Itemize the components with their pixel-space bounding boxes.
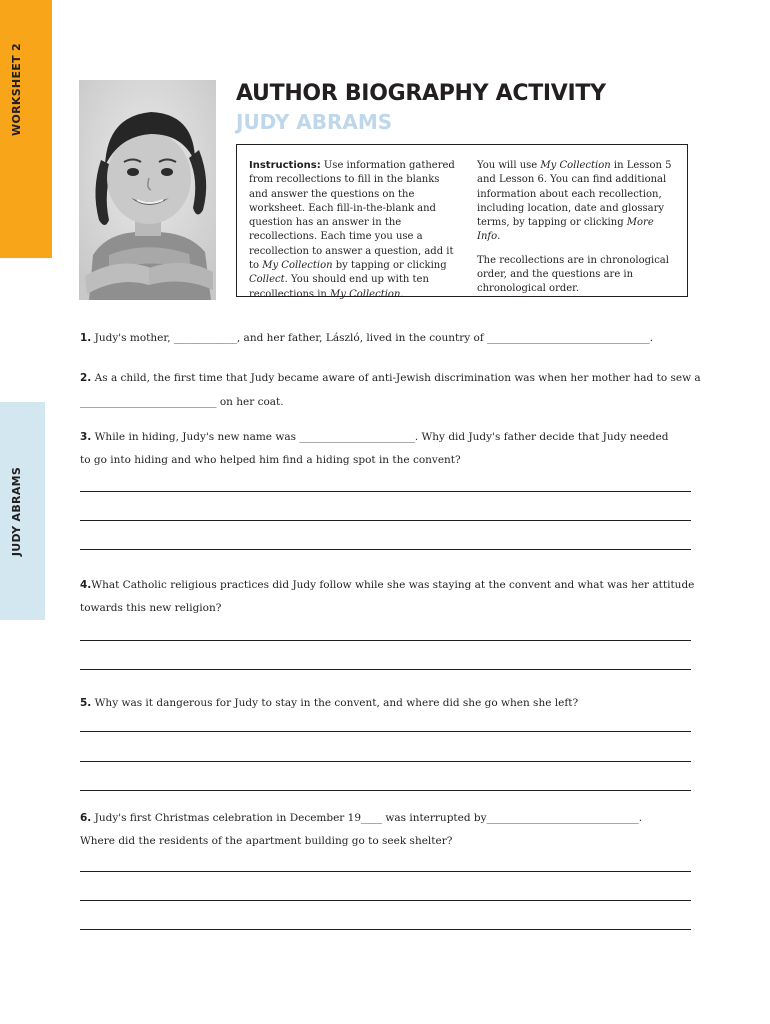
worksheet-tab [0,0,52,258]
question-text: While in hiding, Judy's new name was ______________________. Why did Judy's father decide that Judy needed [91,431,669,443]
my-collection-term: My Collection [262,260,333,272]
author-photo [79,80,216,300]
answer-line[interactable] [80,761,691,762]
answer-line[interactable] [80,491,691,492]
lesson-paragraph [477,159,677,245]
question-3 [80,430,692,444]
collect-term: Collect [249,274,285,286]
instructions-paragraph [249,159,461,302]
page-subtitle: JUDY ABRAMS [236,110,393,134]
child-portrait-image [79,80,216,300]
page-title: AUTHOR BIOGRAPHY ACTIVITY [236,81,606,106]
question-text: to go into hiding and who helped him find a hiding spot in the convent? [80,454,461,466]
question-text: Where did the residents of the apartment building go to seek shelter? [80,835,453,847]
instructions-right-column [477,159,677,306]
question-2-line-2 [80,395,692,409]
question-6-line-2 [80,834,692,848]
instructions-text: in Lesson 5 and Lesson 6. You can find additional information about each recollection, including location, date and glossary terms, by tapping or clicking [477,160,672,229]
answer-line[interactable] [80,549,691,550]
question-number: 1. [80,332,92,344]
instructions-text: Use information gathered from recollections to fill in the blanks and answer the questions on the worksheet. Each fill-in-the-blank and question has an answer in the recollections. Each time you use a recollection to answer a question, add it to [249,160,455,272]
my-collection-term: My Collection [330,288,401,300]
question-6 [80,811,692,825]
question-text: As a child, the first time that Judy became aware of anti-Jewish discrimination was when her mother had to sew a [91,372,701,384]
question-5 [80,696,692,710]
author-tab [0,402,45,620]
question-number: 5. [80,697,92,709]
question-text: Judy's mother, ____________, and her father, László, lived in the country of _______________________________. [91,332,654,344]
question-number: 6. [80,812,92,824]
instructions-text: . [497,231,501,243]
answer-line[interactable] [80,731,691,732]
worksheet-tab-label: WORKSHEET 2 [9,42,23,136]
instructions-label: Instructions: [249,160,321,171]
question-4-line-2 [80,601,692,615]
chronology-paragraph: The recollections are in chronological order, and the questions are in chronological order. [477,254,669,295]
question-3-line-2 [80,453,692,467]
instructions-text: by tapping or clicking [332,260,447,272]
answer-line[interactable] [80,871,691,872]
answer-line[interactable] [80,669,691,670]
instructions-text: You will use [477,160,541,171]
answer-line[interactable] [80,900,691,901]
instructions-box [236,144,688,300]
question-4 [80,578,695,592]
instructions-text: . You should end up with ten recollections in [249,274,429,300]
my-collection-term: My Collection [540,160,611,171]
instructions-left-column [249,159,461,311]
question-text: Why was it dangerous for Judy to stay in the convent, and where did she go when she left? [91,697,579,709]
author-tab-label: JUDY ABRAMS [10,466,24,556]
question-1 [80,331,692,345]
instructions-text: . [400,288,404,300]
question-text: What Catholic religious practices did Judy follow while she was staying at the convent and what was her attitude [91,579,695,591]
more-info-term: More Info [477,217,654,243]
question-number: 4. [80,579,92,591]
answer-line[interactable] [80,520,691,521]
answer-line[interactable] [80,640,691,641]
question-text: __________________________ on her coat. [80,396,284,408]
question-2 [80,371,701,385]
question-number: 3. [80,431,92,443]
question-text: Judy's first Christmas celebration in December 19____ was interrupted by_____________________________. [91,812,643,824]
answer-line[interactable] [80,790,691,791]
question-text: towards this new religion? [80,602,222,614]
answer-line[interactable] [80,929,691,930]
question-number: 2. [80,372,92,384]
